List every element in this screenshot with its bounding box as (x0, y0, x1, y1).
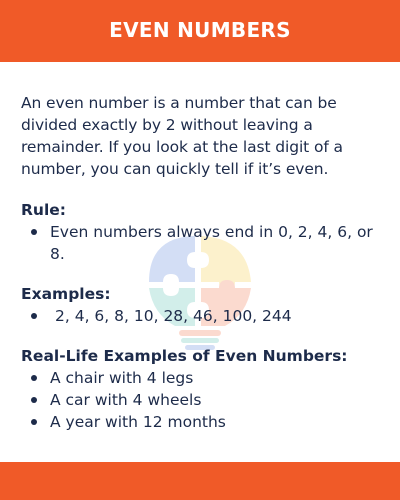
intro-paragraph: An even number is a number that can be divided exactly by 2 without leaving a remainder. If you look at the last digit of a number, you can quickly tell if it’s even. (21, 94, 343, 178)
page-title: EVEN NUMBERS (109, 18, 291, 42)
header-bar (0, 0, 400, 62)
bullet-icon (31, 397, 37, 403)
bullet-icon (31, 229, 37, 235)
bullet-icon (31, 375, 37, 381)
rule-heading: Rule: (21, 201, 66, 219)
examples-heading: Examples: (21, 285, 111, 303)
content-body (21, 92, 383, 433)
list-item-text: 2, 4, 6, 8, 10, 28, 46, 100, 244 (55, 307, 292, 325)
list-item-text: A car with 4 wheels (50, 391, 202, 409)
list-item-text: Even numbers always end in 0, 2, 4, 6, or 8. (50, 223, 373, 263)
list-item (21, 411, 383, 433)
list-item-text: A year with 12 months (50, 413, 226, 431)
list-item (21, 367, 383, 389)
list-item (21, 389, 383, 411)
real-life-list (21, 367, 383, 433)
list-item (21, 221, 383, 265)
bullet-icon (31, 419, 37, 425)
bullet-icon (31, 313, 37, 319)
rule-list (21, 221, 383, 265)
real-life-heading: Real-Life Examples of Even Numbers: (21, 347, 348, 365)
list-item-text: A chair with 4 legs (50, 369, 194, 387)
list-item (21, 305, 383, 327)
examples-list (21, 305, 383, 327)
content-card (0, 62, 400, 462)
